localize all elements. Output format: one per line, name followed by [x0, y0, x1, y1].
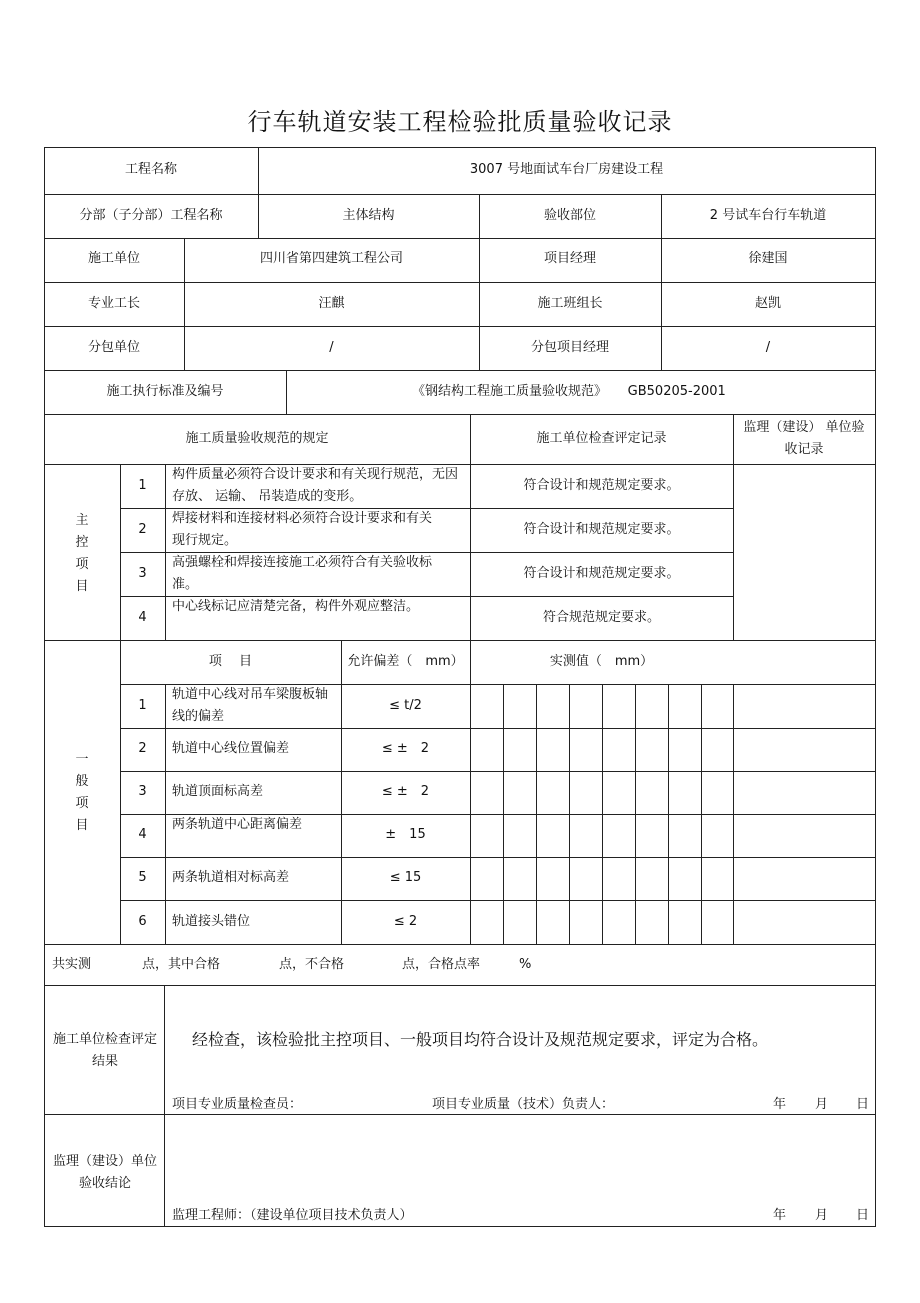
- item-tolerance: ≤ 2: [393, 914, 418, 929]
- item-result: 符合设计和规范规定要求。: [523, 522, 680, 537]
- summary-total: 共实测: [52, 957, 92, 972]
- item-name: 两条轨道相对标高差: [172, 870, 290, 885]
- supervisor-result-label: 监理（建设）单位验收结论: [52, 1154, 157, 1191]
- team-leader-value: 赵凯: [754, 296, 781, 311]
- item-name: 轨道中心线对吊车梁腹板轴线的偏差: [172, 687, 329, 724]
- item-tolerance: ± 15: [385, 827, 426, 842]
- item-text: 中心线标记应清楚完备，构件外观应整洁。: [172, 599, 420, 614]
- item-tolerance: ≤ 15: [389, 870, 422, 885]
- sub-pm-value: /: [765, 340, 771, 355]
- spec-header: 施工质量验收规范的规定: [185, 431, 329, 446]
- standard-label: 施工执行标准及编号: [106, 384, 224, 399]
- item-name: 轨道顶面标高差: [172, 784, 264, 799]
- subcontractor-label: 分包单位: [87, 340, 140, 355]
- quality-inspector-label: 项目专业质量检查员：: [172, 1097, 303, 1112]
- summary-qualified: 点，其中合格: [142, 957, 221, 972]
- project-manager-value: 徐建国: [748, 251, 788, 266]
- supervisor-record-header: 监理（建设） 单位验收记录: [743, 420, 865, 457]
- group-char: 主: [75, 513, 89, 528]
- group-char: 目: [75, 818, 89, 833]
- item-tolerance: ≤ ± 2: [381, 784, 430, 799]
- sub-project-label: 分部（子分部）工程名称: [79, 208, 223, 223]
- item-number: 2: [138, 522, 147, 537]
- col-measured-header: 实测值（ mm）: [549, 654, 654, 669]
- item-number: 3: [138, 784, 147, 799]
- contractor-result-label: 施工单位检查评定结果: [52, 1032, 157, 1069]
- group-char: 目: [75, 579, 89, 594]
- item-name: 轨道中心线位置偏差: [172, 741, 290, 756]
- foreman-value: 汪麒: [318, 296, 345, 311]
- item-name: 轨道接头错位: [172, 914, 251, 929]
- summary-rate: 点，合格点率: [402, 957, 481, 972]
- item-name: 两条轨道中心距离偏差: [172, 817, 303, 832]
- foreman-label: 专业工长: [87, 296, 140, 311]
- item-result: 符合设计和规范规定要求。: [523, 478, 680, 493]
- col-tolerance-header: 允许偏差（ mm）: [347, 654, 464, 669]
- group-char: 般: [75, 774, 89, 789]
- item-result: 符合规范规定要求。: [542, 610, 660, 625]
- date-month: 月: [815, 1208, 829, 1223]
- supervisor-engineer-label: 监理工程师：（建设单位项目技术负责人）: [172, 1208, 413, 1223]
- group-char: 项: [75, 557, 89, 572]
- contractor-label: 施工单位: [87, 251, 140, 266]
- item-text: 构件质量必须符合设计要求和有关现行规范，无因存放、 运输、 吊装造成的变形。: [172, 467, 459, 504]
- sub-pm-label: 分包项目经理: [530, 340, 609, 355]
- item-number: 5: [138, 870, 147, 885]
- acceptance-part-label: 验收部位: [543, 208, 596, 223]
- project-name-label: 工程名称: [124, 162, 177, 177]
- date-month: 月: [815, 1097, 829, 1112]
- item-number: 2: [138, 741, 147, 756]
- contractor-record-header: 施工单位检查评定记录: [536, 431, 667, 446]
- date-day: 日: [856, 1208, 870, 1223]
- group-char: 项: [75, 796, 89, 811]
- standard-value: 《钢结构工程施工质量验收规范》 GB50205-2001: [412, 384, 726, 399]
- item-text: 高强螺栓和焊接连接施工必须符合有关验收标准。: [172, 555, 433, 592]
- sub-project-value: 主体结构: [342, 208, 395, 223]
- item-text: 焊接材料和连接材料必须符合设计要求和有关现行规定。: [172, 511, 433, 548]
- item-number: 6: [138, 914, 147, 929]
- date-year: 年: [773, 1208, 787, 1223]
- col-item-header: 项 目: [208, 654, 253, 669]
- date-year: 年: [773, 1097, 787, 1112]
- date-day: 日: [856, 1097, 870, 1112]
- item-number: 4: [138, 827, 147, 842]
- page-title: 行车轨道安装工程检验批质量验收记录: [247, 108, 673, 136]
- item-result: 符合设计和规范规定要求。: [523, 566, 680, 581]
- item-tolerance: ≤ t/2: [389, 698, 422, 713]
- item-number: 1: [138, 698, 147, 713]
- project-name-value: 3007 号地面试车台厂房建设工程: [469, 162, 664, 177]
- contractor-result-text: 经检查，该检验批主控项目、一般项目均符合设计及规范规定要求，评定为合格。: [192, 1030, 769, 1049]
- summary-unqualified: 点，不合格: [279, 957, 345, 972]
- summary-percent: %: [519, 957, 532, 972]
- team-leader-label: 施工班组长: [537, 296, 603, 311]
- contractor-value: 四川省第四建筑工程公司: [259, 251, 403, 266]
- item-number: 3: [138, 566, 147, 581]
- item-number: 4: [138, 610, 147, 625]
- tech-lead-label: 项目专业质量（技术）负责人：: [432, 1097, 615, 1112]
- group-char: 一: [75, 752, 89, 767]
- item-tolerance: ≤ ± 2: [381, 741, 430, 756]
- acceptance-part-value: 2 号试车台行车轨道: [709, 208, 827, 223]
- group-char: 控: [75, 535, 89, 550]
- item-number: 1: [138, 478, 147, 493]
- project-manager-label: 项目经理: [543, 251, 596, 266]
- subcontractor-value: /: [329, 340, 334, 355]
